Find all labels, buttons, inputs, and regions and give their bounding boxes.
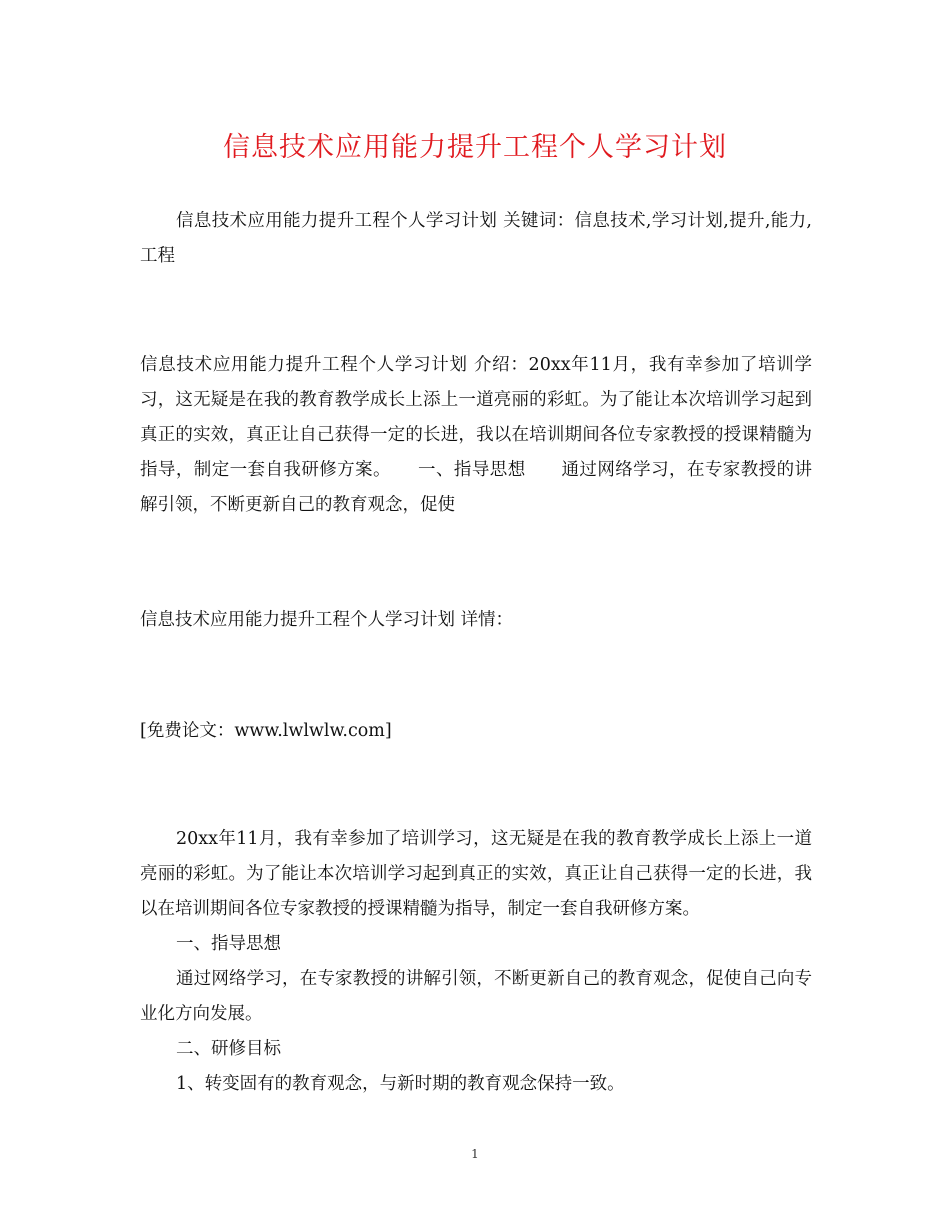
section-heading: 二、研修目标 bbox=[176, 1039, 281, 1059]
body-section bbox=[140, 822, 812, 1102]
source-line: [免费论文：www.lwlwlw.com] bbox=[140, 721, 392, 741]
page-number: 1 bbox=[471, 1147, 479, 1161]
body-paragraph: 1、转变固有的教育观念，与新时期的教育观念保持一致。 bbox=[176, 1074, 625, 1094]
body-paragraph: 20xx年11月，我有幸参加了培训学习，这无疑是在我的教育教学成长上添上一道亮丽的彩虹。为了能让本次培训学习起到真正的实效，真正让自己获得一定的长进，我以在培训期间各位专家教授的授课精髓为指导，制定一套自我研修方案。 bbox=[140, 829, 812, 919]
body-paragraph: 通过网络学习，在专家教授的讲解引领，不断更新自己的教育观念，促使自己向专业化方向发展。 bbox=[140, 969, 812, 1024]
document-title: 信息技术应用能力提升工程个人学习计划 bbox=[223, 132, 727, 163]
details-label: 信息技术应用能力提升工程个人学习计划 详情： bbox=[140, 610, 514, 630]
section-heading: 一、指导思想 bbox=[176, 934, 281, 954]
keywords-paragraph: 信息技术应用能力提升工程个人学习计划 关键词：信息技术,学习计划,提升,能力,工程 bbox=[140, 211, 812, 266]
intro-paragraph: 信息技术应用能力提升工程个人学习计划 介绍：20xx年11月，我有幸参加了培训学习，这无疑是在我的教育教学成长上添上一道亮丽的彩虹。为了能让本次培训学习起到真正的实效，真正让自己获得一定的长进，我以在培训期间各位专家教授的授课精髓为指导，制定一套自我研修方案。 一、指导思想 通过网络学习，在专家教授的讲解引领，不断更新自己的教育观念，促使 bbox=[140, 355, 812, 515]
